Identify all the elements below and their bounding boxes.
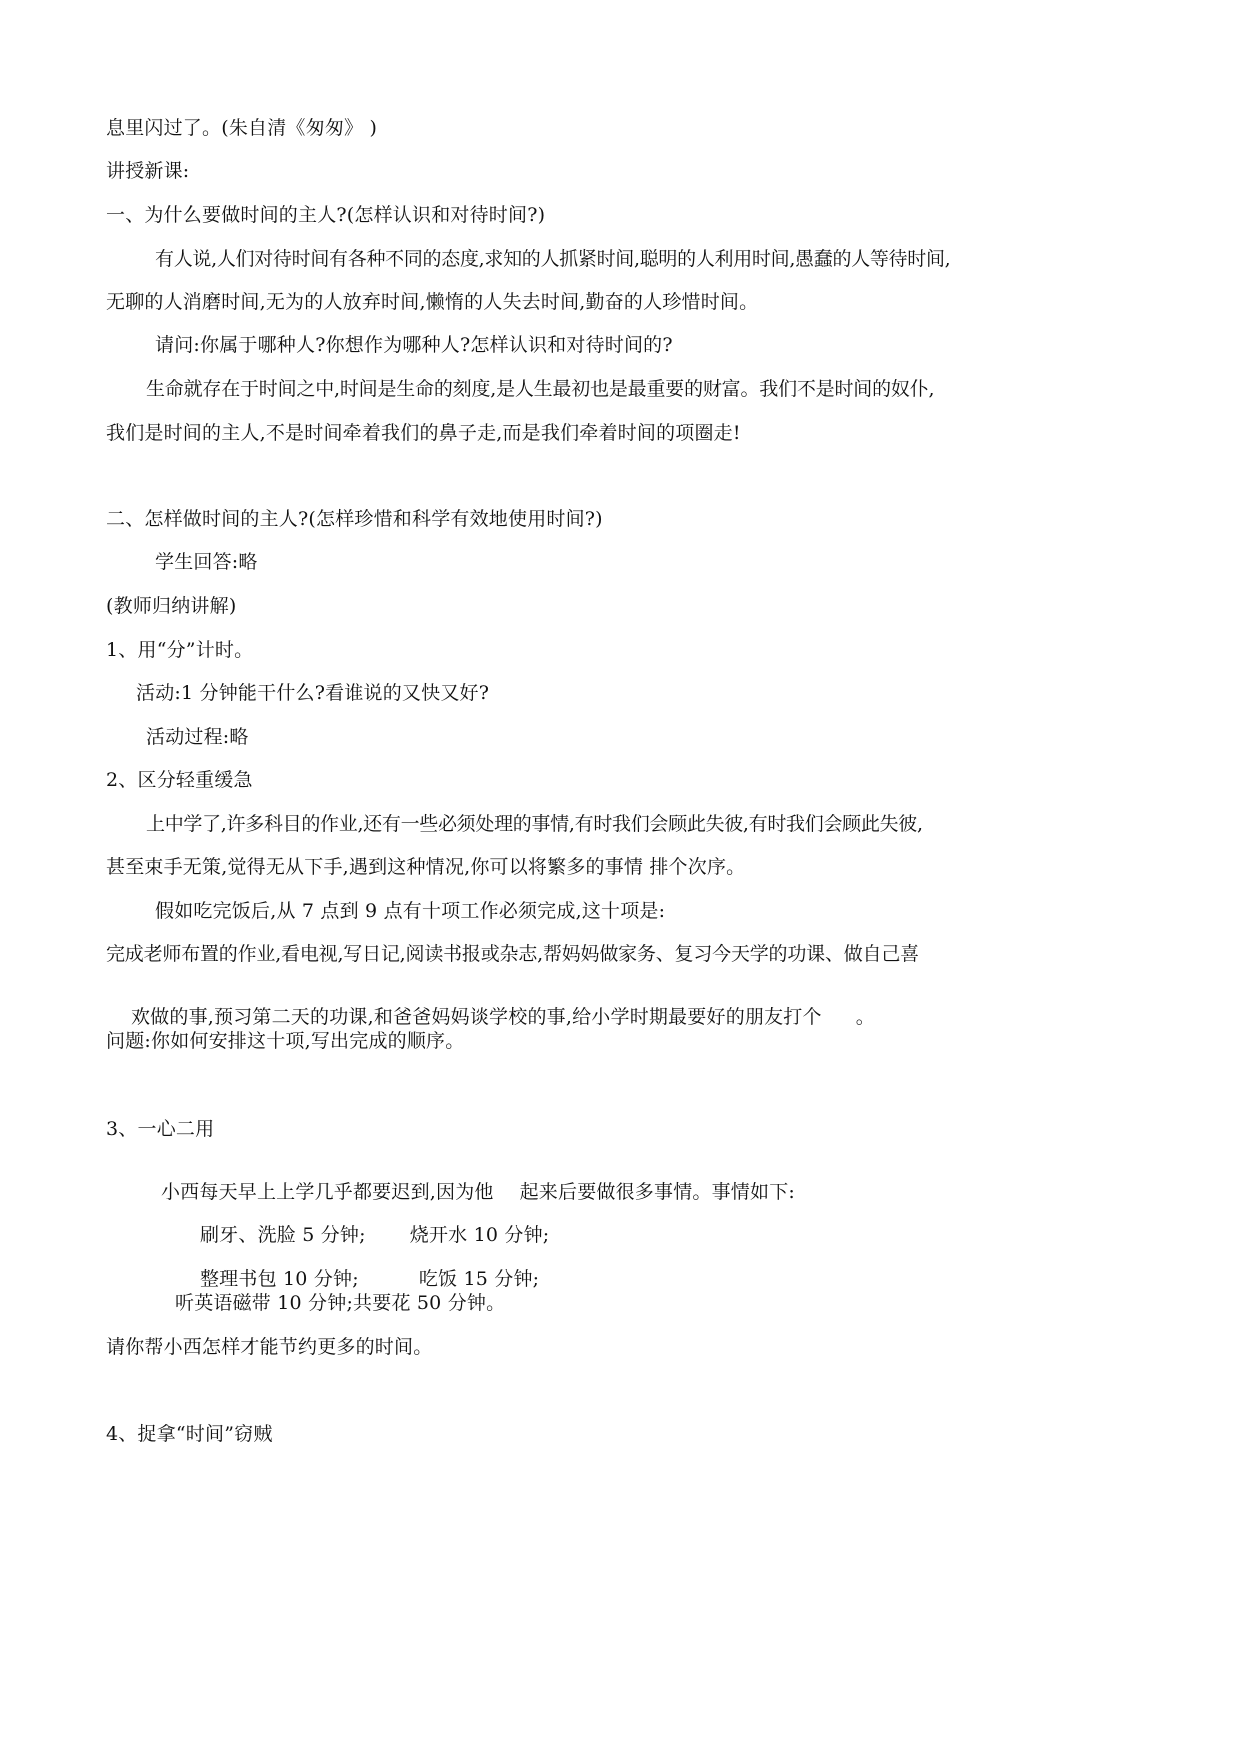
text-fragment: 起来后要做很多事情。事情如下: [519, 1181, 796, 1203]
text-line: 活动过程:略 [146, 726, 249, 748]
section-heading: 一、为什么要做时间的主人?(怎样认识和对待时间?) [106, 204, 546, 226]
section-heading: 二、怎样做时间的主人?(怎样珍惜和科学有效地使用时间?) [106, 508, 603, 530]
text-fragment: 欢做的事,预习第二天的功课,和爸爸妈妈谈学校的事,给小学时期最要好的朋友打个 [130, 1006, 822, 1028]
subsection-heading: 1、用“分”计时。 [106, 639, 254, 661]
text-line: 讲授新课: [106, 160, 190, 182]
task-line: 听英语磁带 10 分钟;共要花 50 分钟。 [175, 1292, 506, 1314]
task-item: 吃饭 15 分钟; [418, 1268, 540, 1290]
text-line: 息里闪过了。(朱自清《匆匆》 ) [106, 117, 378, 139]
subsection-heading: 4、捉拿“时间”窃贼 [106, 1423, 273, 1445]
text-line: 无聊的人消磨时间,无为的人放弃时间,懒惰的人失去时间,勤奋的人珍惜时间。 [106, 291, 759, 313]
task-item: 整理书包 10 分钟; [199, 1268, 359, 1290]
subsection-heading: 3、一心二用 [106, 1118, 215, 1140]
text-fragment: 。 [855, 1006, 875, 1028]
text-line: 完成老师布置的作业,看电视,写日记,阅读书报或杂志,帮妈妈做家务、复习今天学的功课、做自己喜 [106, 943, 919, 965]
text-line: 生命就存在于时间之中,时间是生命的刻度,是人生最初也是最重要的财富。我们不是时间的奴仆, [146, 378, 935, 400]
text-line: 学生回答:略 [155, 551, 258, 573]
text-line: 请问:你属于哪种人?你想作为哪种人?怎样认识和对待时间的? [155, 334, 673, 356]
text-line: (教师归纳讲解) [106, 595, 237, 617]
text-line: 活动:1 分钟能干什么?看谁说的又快又好? [136, 682, 490, 704]
subsection-heading: 2、区分轻重缓急 [106, 769, 253, 791]
text-line: 甚至束手无策,觉得无从下手,遇到这种情况,你可以将繁多的事情 排个次序。 [106, 856, 746, 878]
text-line: 上中学了,许多科目的作业,还有一些必须处理的事情,有时我们会顾此失彼,有时我们会顾此失彼, [146, 813, 923, 835]
task-item: 刷牙、洗脸 5 分钟; [199, 1224, 366, 1246]
text-fragment: 小西每天早上上学几乎都要迟到,因为他 [160, 1181, 494, 1203]
text-line: 问题:你如何安排这十项,写出完成的顺序。 [106, 1030, 465, 1052]
text-line: 我们是时间的主人,不是时间牵着我们的鼻子走,而是我们牵着时间的项圈走! [106, 422, 741, 444]
text-line: 请你帮小西怎样才能节约更多的时间。 [106, 1336, 433, 1358]
text-line: 有人说,人们对待时间有各种不同的态度,求知的人抓紧时间,聪明的人利用时间,愚蠢的人等待时间, [155, 248, 951, 270]
task-item: 烧开水 10 分钟; [409, 1224, 550, 1246]
text-line: 假如吃完饭后,从 7 点到 9 点有十项工作必须完成,这十项是: [155, 900, 666, 922]
